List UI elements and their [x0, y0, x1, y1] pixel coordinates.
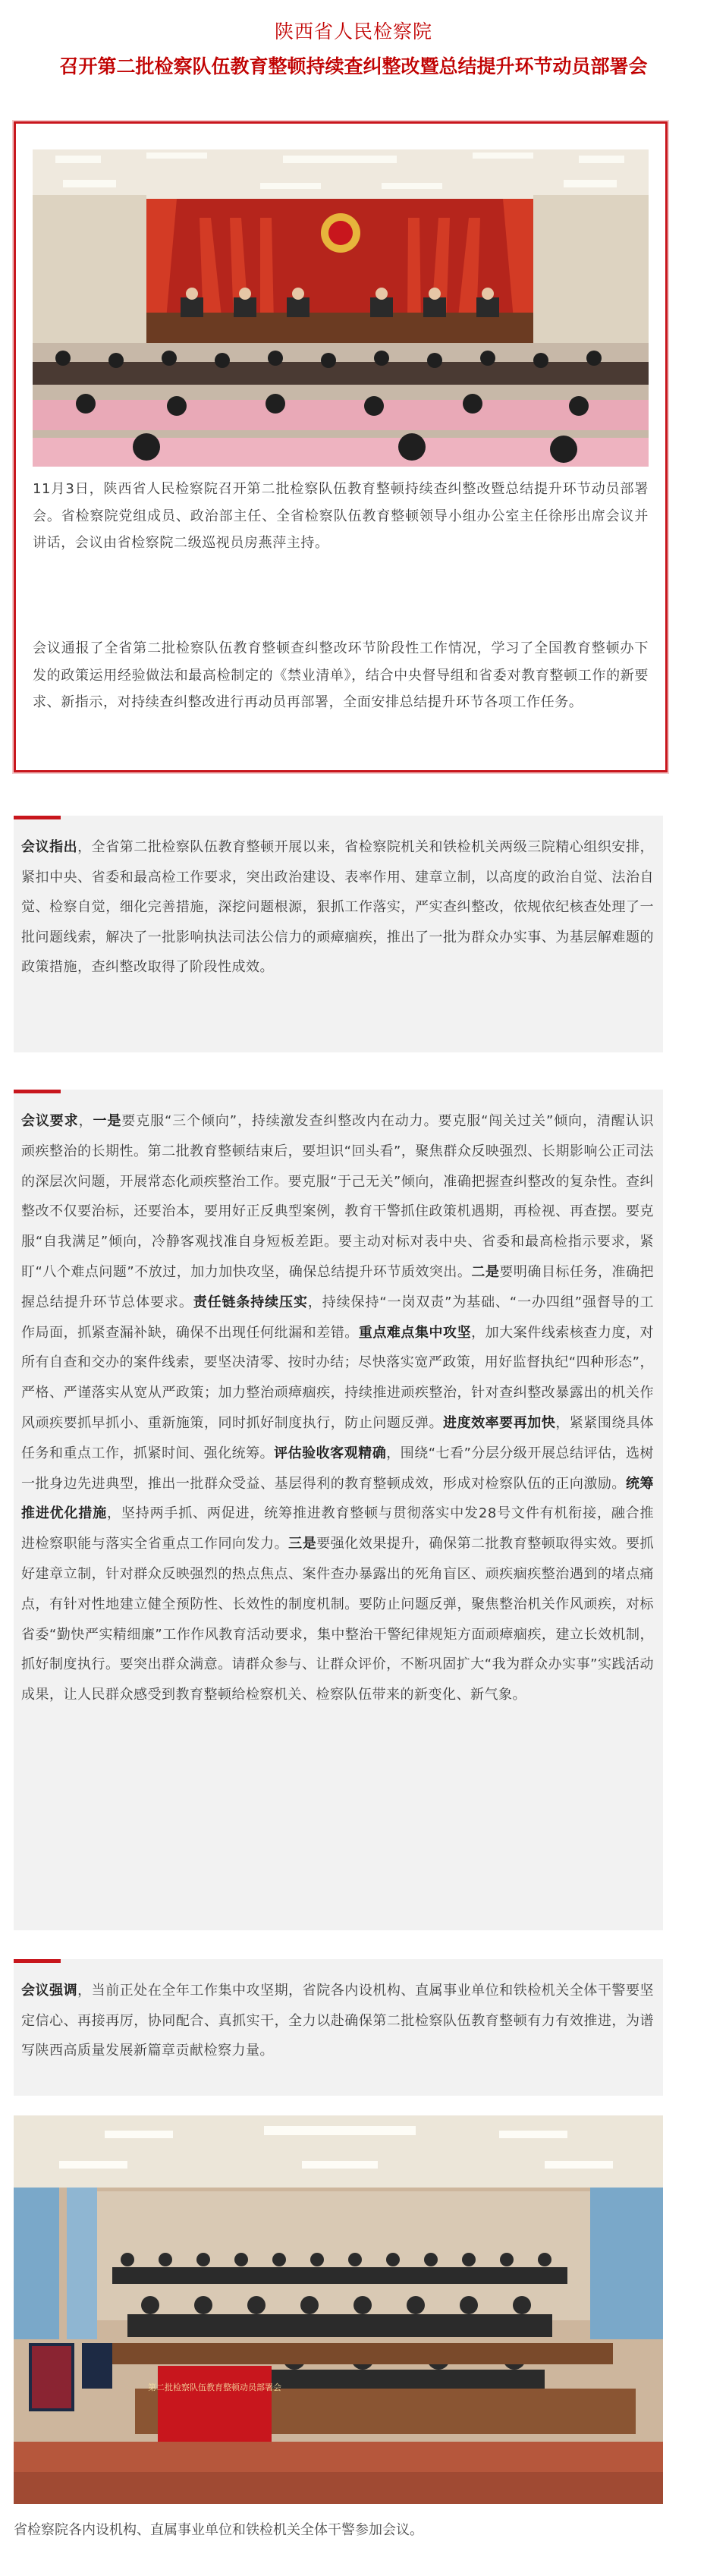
table-sign-text: 第二批检察队伍教育整顿动员部署会 [148, 2383, 281, 2392]
section-meeting-requirements [14, 1090, 663, 1930]
section-text: 会议要求，一是要克服“三个倾向”，持续激发查纠整改内在动力。要克服“闯关过关”倾向，清醒认识顽疾整治的长期性。第二批教育整顿结束后，要坦识“回头看”，聚焦群众反映强烈、长期影响公正司法的深层次问题，开展常态化顽疾整治工作。要克服“于己无关”倾向，准确把握查纠整改的复杂性。查纠整改不仅要治标，还要治本，要用好正反典型案例，教育干警抓住政策机遇期，再检视、再查摆。要克服“自我满足”倾向，冷静客观找准自身短板差距。要主动对标对表中央、省委和最高检指示要求，紧盯“八个难点问题”不放过，加力加快攻坚，确保总结提升环节质效突出。二是要明确目标任务，准确把握总结提升环节总体要求。责任链条持续压实，持续保持“一岗双责”为基础、“一办四组”强督导的工作局面，抓紧查漏补缺，确保不出现任何纰漏和差错。重点难点集中攻坚，加大案件线索核查力度，对所有自查和交办的案件线索，要坚决清零、按时办结；尽快落实宽严政策，用好监督执纪“四种形态”，严格、严谨落实从宽从严政策；加力整治顽瘴痼疾，持续推进顽疾整治，针对查纠整改暴露出的机关作风顽疾要抓早抓小、重新施策，同时抓好制度执行，防止问题反弹。进度效率要再加快，紧紧围绕具体任务和重点工作，抓紧时间、强化统筹。评估验收客观精确，围绕“七看”分层分级开展总结评估，选树一批身边先进典型，推出一批群众受益、基层得利的教育整顿成效，形成对检察队伍的正向激励。统筹推进优化措施，坚持两手抓、两促进，统筹推进教育整顿与贯彻落实中发28号文件有机衔接，融合推进检察职能与落实全省重点工作同向发力。三是要强化效果提升，确保第二批教育整顿取得实效。要抓好建章立制，针对群众反映强烈的热点焦点、案件查办暴露出的死角盲区、顽疾痼疾整治遇到的堵点痛点，有针对性地建立健全预防性、长效性的制度机制。要防止问题反弹，聚焦整治机关作风顽疾，对标省委“勤快严实精细廉”工作作风教育活动要求，集中整治干警纪律规矩方面顽瘴痼疾，建立长效机制，抓好制度执行。要突出群众满意。请群众参与、让群众评价，不断巩固扩大“我为群众办实事”实践活动成果，让人民群众感受到教育整顿给检察机关、检察队伍带来的新变化、新气象。 [21, 1113, 655, 1703]
section-meeting-noted [14, 816, 663, 1052]
meeting-photo-stage [33, 149, 649, 467]
section-lead: 会议强调 [21, 1983, 78, 1999]
section-text: 会议指出，全省第二批检察队伍教育整顿开展以来，省检察院机关和铁检机关两级三院精心组织安排，紧扣中央、省委和最高检工作要求，突出政治建设、表率作用、建章立制，以高度的政治自觉、法治自觉、检察自觉，细化完善措施，深挖问题根源，狠抓工作落实，严实查纠整改，依规依纪核查处理了一批问题线索，解决了一批影响执法司法公信力的顽瘴痼疾，推出了一批为群众办实事、为基层解难题的政策措施，查纠整改取得了阶段性成效。 [21, 839, 654, 976]
intro-card [14, 121, 668, 772]
accent-bar [14, 1090, 61, 1093]
meeting-photo-audience [14, 2115, 663, 2504]
section-lead: 会议指出 [21, 839, 78, 855]
org-name: 陕西省人民检察院 [274, 20, 432, 42]
page-title: 召开第二批检察队伍教育整顿持续查纠整改暨总结提升环节动员部署会 [59, 55, 648, 77]
photo-caption: 省检察院各内设机构、直属事业单位和铁检机关全体干警参加会议。 [14, 2522, 423, 2538]
section-meeting-emphasized [14, 1959, 663, 2096]
section-lead: 会议要求 [21, 1113, 79, 1129]
intro-paragraph-2: 会议通报了全省第二批检察队伍教育整顿查纠整改环节阶段性工作情况，学习了全国教育整顿办下发的政策运用经验做法和最高检制定的《禁业清单》，结合中央督导组和省委对教育整顿工作的新要求、新指示，对持续查纠整改进行再动员再部署，全面安排总结提升环节各项工作任务。 [33, 640, 649, 710]
intro-paragraph-1: 11月3日，陕西省人民检察院召开第二批检察队伍教育整顿持续查纠整改暨总结提升环节动员部署会。省检察院党组成员、政治部主任、全省检察队伍教育整顿领导小组办公室主任徐彤出席会议并讲话，会议由省检察院二级巡视员房燕萍主持。 [33, 481, 649, 551]
accent-bar [14, 816, 61, 819]
accent-bar [14, 1959, 61, 1963]
section-text: 会议强调，当前正处在全年工作集中攻坚期，省院各内设机构、直属事业单位和铁检机关全体干警要坚定信心、再接再厉，协同配合、真抓实干，全力以赴确保第二批检察队伍教育整顿有力有效推进，为谱写陕西高质量发展新篇章贡献检察力量。 [21, 1983, 654, 2059]
